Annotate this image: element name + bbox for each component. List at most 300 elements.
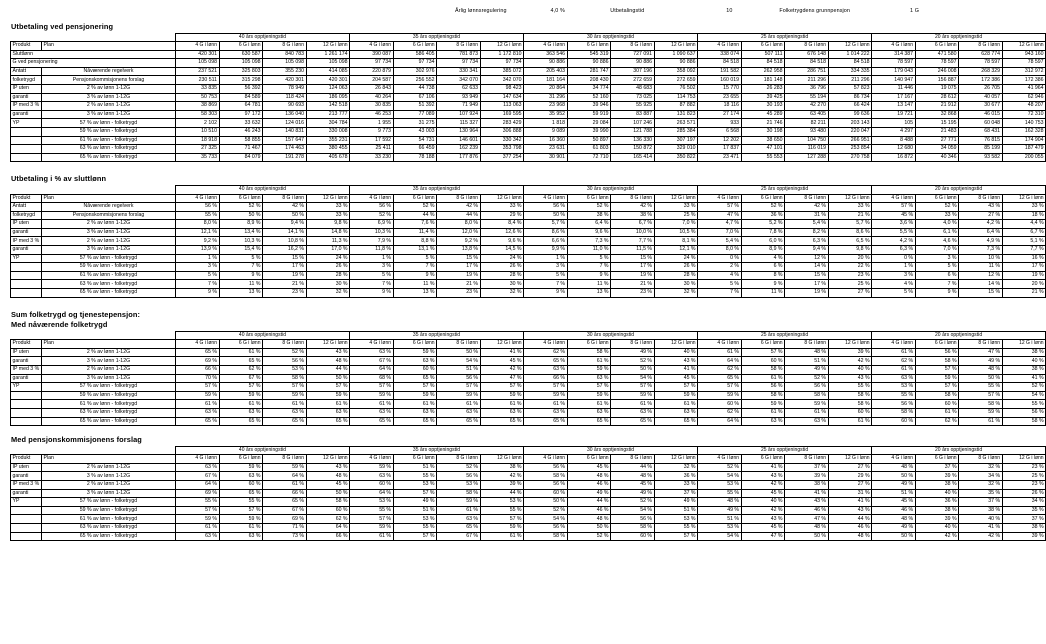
table-cell: 38 % — [915, 506, 959, 515]
table-cell: 7 % — [219, 263, 263, 272]
table-cell: 7,0 % — [915, 246, 959, 255]
table-cell: 32 % — [654, 289, 698, 298]
table-row — [11, 463, 1046, 472]
table-cell: 156 887 — [915, 76, 959, 85]
table-cell: 6,4 % — [567, 220, 611, 229]
table-cell: 61 % — [480, 400, 524, 409]
row-produkt: garanti — [11, 357, 42, 366]
table-cell: 64 % — [698, 357, 742, 366]
table-cell: 19 % — [263, 271, 307, 280]
table-cell: 9 773 — [350, 128, 394, 137]
table-cell: 50 % — [524, 211, 568, 220]
table-row — [11, 136, 1046, 145]
table-cell: 21 % — [828, 211, 872, 220]
column-header: 6 G i lønn — [393, 194, 437, 203]
table-cell: 23 655 — [698, 93, 742, 102]
table-cell: 7 % — [176, 280, 220, 289]
table-cell: 73 025 — [611, 93, 655, 102]
table-cell: 58 % — [1002, 417, 1046, 426]
column-header: 8 G i lønn — [611, 340, 655, 349]
row-produkt: garanti — [11, 228, 42, 237]
table-cell: 9 % — [219, 271, 263, 280]
table-cell: 116 019 — [785, 145, 829, 154]
table-cell: 13,8 % — [437, 246, 481, 255]
table-cell: 59 % — [480, 524, 524, 533]
table-cell: 169 595 — [480, 110, 524, 119]
table-cell: 61 % — [437, 400, 481, 409]
table-cell: 57 % — [393, 532, 437, 541]
column-header: 4 G i lønn — [698, 455, 742, 464]
table-cell: 330 341 — [437, 67, 481, 76]
table-cell: 65 % — [524, 417, 568, 426]
table-cell: 78 597 — [872, 59, 916, 68]
table-cell: 64 % — [263, 472, 307, 481]
table-cell: 61 % — [741, 408, 785, 417]
table-cell: 48 % — [785, 524, 829, 533]
table-cell: 78 188 — [393, 153, 437, 162]
table-cell: 59 % — [263, 463, 307, 472]
table-cell: 42 % — [263, 203, 307, 212]
row-produkt — [11, 289, 42, 298]
table-cell: 76 815 — [959, 136, 1003, 145]
table-cell: 59 % — [654, 391, 698, 400]
table-cell: 76 502 — [654, 85, 698, 94]
table-cell: 38 650 — [741, 136, 785, 145]
table-cell: 54 % — [611, 506, 655, 515]
table-cell: 15,4 % — [219, 246, 263, 255]
table-row — [11, 289, 1046, 298]
table-cell: 59 % — [219, 391, 263, 400]
column-header: 12 G i lønn — [828, 194, 872, 203]
table-cell: 205 403 — [524, 67, 568, 76]
table-cell: 136 330 — [611, 136, 655, 145]
table-cell: 35 % — [1002, 506, 1046, 515]
table-cell: 47 % — [741, 532, 785, 541]
column-header: 8 G i lønn — [785, 42, 829, 51]
table-cell: 15 % — [959, 289, 1003, 298]
table-cell: 49 % — [393, 498, 437, 507]
table-cell: 19 % — [611, 271, 655, 280]
table-cell: 60 % — [350, 481, 394, 490]
table-cell: 9 % — [915, 289, 959, 298]
table-cell: 43 % — [828, 506, 872, 515]
column-header: 8 G i lønn — [611, 455, 655, 464]
table-cell: 20 % — [828, 254, 872, 263]
table-cell: 105 098 — [176, 59, 220, 68]
row-produkt: garanti — [11, 489, 42, 498]
table-cell: 53 % — [698, 524, 742, 533]
row-produkt — [11, 153, 42, 162]
table-cell: 17 % — [263, 263, 307, 272]
table-cell: 35 952 — [524, 110, 568, 119]
header-produkt: Produkt — [11, 455, 42, 464]
table-cell: 65 % — [524, 357, 568, 366]
table-cell: 63 % — [437, 515, 481, 524]
table-cell: 33 % — [480, 203, 524, 212]
table-cell: 9 % — [524, 289, 568, 298]
table-cell: 52 % — [1002, 383, 1046, 392]
table-cell: 6,3 % — [785, 237, 829, 246]
table-cell: 15 % — [611, 254, 655, 263]
column-group-header: 25 års opptjeningstid — [698, 33, 872, 42]
table-cell: 61 % — [437, 506, 481, 515]
column-header: 4 G i lønn — [176, 340, 220, 349]
table-row — [11, 280, 1046, 289]
table-cell: 230 511 — [176, 76, 220, 85]
table-cell: 55 553 — [741, 153, 785, 162]
table-cell: 104 750 — [785, 136, 829, 145]
table-row — [11, 50, 1046, 59]
table-cell: 45 % — [611, 481, 655, 490]
table-cell: 42 % — [480, 366, 524, 375]
table-cell: 51 % — [393, 506, 437, 515]
row-plan: Pensjonskommisjonens forslag — [42, 211, 176, 220]
table-cell: 78 597 — [915, 59, 959, 68]
group-header-row — [11, 185, 1046, 194]
table-cell: 56 % — [524, 481, 568, 490]
header-produkt: Produkt — [11, 340, 42, 349]
table-cell: 51 392 — [393, 102, 437, 111]
column-group-header: 30 års opptjeningstid — [524, 185, 698, 194]
table-cell: 65 % — [393, 374, 437, 383]
table-cell: 358 092 — [654, 67, 698, 76]
table-cell: 55 % — [176, 498, 220, 507]
table-cell: 58 % — [524, 532, 568, 541]
table-cell: 29 % — [480, 211, 524, 220]
table-cell: 262 958 — [741, 67, 785, 76]
table-cell: 62 % — [872, 357, 916, 366]
table-cell: 8,6 % — [524, 228, 568, 237]
table-cell: 50 % — [437, 348, 481, 357]
row-produkt: IP uten — [11, 85, 42, 94]
column-group-header: 40 års opptjeningstid — [176, 331, 350, 340]
table-cell: 68 % — [350, 374, 394, 383]
table-cell: 7,6 % — [393, 220, 437, 229]
table-cell: 48 % — [306, 472, 350, 481]
table-cell: 61 % — [698, 348, 742, 357]
table-cell: 40 % — [741, 498, 785, 507]
column-header: 6 G i lønn — [219, 194, 263, 203]
table-cell: 41 964 — [1002, 85, 1046, 94]
table-cell: 41 % — [828, 498, 872, 507]
table-row — [11, 524, 1046, 533]
table-cell: 49 % — [872, 481, 916, 490]
column-group-header: 20 års opptjeningstid — [872, 331, 1046, 340]
data-table — [10, 331, 1046, 427]
table-cell: 17 % — [785, 280, 829, 289]
column-header: 12 G i lønn — [654, 194, 698, 203]
row-label: G ved pensjonering — [11, 59, 176, 68]
table-cell: 16 872 — [872, 153, 916, 162]
table-cell: 33 230 — [350, 153, 394, 162]
table-cell: 330 342 — [480, 136, 524, 145]
header-plan: Plan — [42, 340, 176, 349]
table-cell: 8,0 % — [437, 220, 481, 229]
table-cell: 23 % — [1002, 463, 1046, 472]
table-cell: 39 990 — [567, 128, 611, 137]
table-cell: 11 % — [393, 280, 437, 289]
table-cell: 165 414 — [611, 153, 655, 162]
table-cell: 23 % — [263, 289, 307, 298]
table-cell: 50 % — [219, 211, 263, 220]
table-cell: 57 % — [480, 515, 524, 524]
table-row — [11, 119, 1046, 128]
table-cell: 58 % — [741, 391, 785, 400]
table-cell: 11 % — [567, 280, 611, 289]
table-cell: 15 % — [263, 254, 307, 263]
table-cell: 4,9 % — [959, 237, 1003, 246]
table-cell: 9,4 % — [263, 220, 307, 229]
column-header: 12 G i lønn — [306, 455, 350, 464]
table-cell: 73 % — [263, 532, 307, 541]
table-cell: 124 016 — [263, 119, 307, 128]
table-cell: 43 % — [654, 357, 698, 366]
table-cell: 57 % — [915, 383, 959, 392]
table-cell: 7,7 % — [611, 237, 655, 246]
table-cell: 53 % — [872, 383, 916, 392]
table-cell: 7,7 % — [1002, 246, 1046, 255]
table-cell: 131 823 — [654, 110, 698, 119]
table-cell: 63 % — [480, 408, 524, 417]
table-cell: 57 % — [350, 515, 394, 524]
table-row — [11, 271, 1046, 280]
table-cell: 56 % — [872, 400, 916, 409]
table-cell: 97 734 — [350, 59, 394, 68]
table-cell: 55 % — [480, 506, 524, 515]
row-produkt: folketrygd — [11, 211, 42, 220]
row-plan: 61 % av lønn - folketrygd — [42, 271, 176, 280]
table-cell: 55 % — [959, 383, 1003, 392]
param-label: Utbetalingstid — [610, 8, 645, 14]
column-header: 4 G i lønn — [176, 194, 220, 203]
table-cell: 27 % — [828, 289, 872, 298]
table-cell: 253 854 — [828, 145, 872, 154]
column-header: 6 G i lønn — [567, 42, 611, 51]
table-cell: 42 270 — [785, 102, 829, 111]
table-cell: 65 % — [263, 417, 307, 426]
column-group-header: 40 års opptjeningstid — [176, 33, 350, 42]
table-cell: 60 % — [698, 400, 742, 409]
table-cell: 62 % — [219, 366, 263, 375]
table-cell: 11,4 % — [393, 228, 437, 237]
column-header: 12 G i lønn — [480, 42, 524, 51]
table-cell: 33 % — [306, 211, 350, 220]
table-cell: 186 095 — [306, 93, 350, 102]
table-cell: 6 568 — [698, 128, 742, 137]
table-block — [10, 426, 1044, 541]
table-cell: 1 014 222 — [828, 50, 872, 59]
column-header: 6 G i lønn — [915, 42, 959, 51]
table-cell: 61 % — [872, 366, 916, 375]
table-cell: 50 % — [872, 532, 916, 541]
table-cell: 114 753 — [654, 93, 698, 102]
table-cell: 97 172 — [219, 110, 263, 119]
column-header: 8 G i lønn — [959, 42, 1003, 51]
table-cell: 61 % — [306, 400, 350, 409]
row-produkt: Antatt — [11, 67, 42, 76]
table-cell: 302 976 — [393, 67, 437, 76]
column-header: 12 G i lønn — [654, 340, 698, 349]
table-cell: 5 % — [176, 271, 220, 280]
table-cell: 45 % — [567, 463, 611, 472]
table-cell: 47 % — [480, 374, 524, 383]
table-cell: 58 % — [437, 489, 481, 498]
column-header: 4 G i lønn — [350, 194, 394, 203]
row-plan: 61 % av lønn - folketrygd — [42, 400, 176, 409]
table-cell: 31 296 — [524, 93, 568, 102]
row-plan: 2 % av lønn 1-12G — [42, 481, 176, 490]
table-cell: 30 677 — [959, 102, 1003, 111]
table-cell: 40 % — [1002, 357, 1046, 366]
table-cell: 256 552 — [393, 76, 437, 85]
table-cell: 57 % — [219, 506, 263, 515]
table-cell: 39 % — [785, 472, 829, 481]
table-cell: 61 % — [480, 532, 524, 541]
table-cell: 55 % — [393, 524, 437, 533]
table-cell: 58 % — [524, 472, 568, 481]
table-cell: 58 % — [567, 348, 611, 357]
table-cell: 59 % — [176, 515, 220, 524]
table-cell: 11 % — [959, 263, 1003, 272]
table-cell: 7 % — [915, 280, 959, 289]
table-cell: 30 % — [306, 280, 350, 289]
table-cell: 66 % — [176, 366, 220, 375]
table-row — [11, 506, 1046, 515]
table-cell: 105 — [872, 119, 916, 128]
table-cell: 9 % — [567, 271, 611, 280]
table-row — [11, 145, 1046, 154]
table-cell: 150 872 — [611, 145, 655, 154]
table-row — [11, 515, 1046, 524]
table-cell: 9,4 % — [785, 246, 829, 255]
column-header: 8 G i lønn — [959, 194, 1003, 203]
table-cell: 9 089 — [524, 128, 568, 137]
table-cell: 27 325 — [176, 145, 220, 154]
column-group-header: 30 års opptjeningstid — [524, 446, 698, 455]
table-cell: 57 % — [437, 383, 481, 392]
table-cell: 54 % — [698, 472, 742, 481]
table-cell: 97 734 — [393, 59, 437, 68]
table-cell: 58 % — [828, 400, 872, 409]
column-header: 4 G i lønn — [176, 455, 220, 464]
table-cell: 48 % — [872, 515, 916, 524]
table-cell: 6,4 % — [959, 228, 1003, 237]
table-cell: 47 % — [959, 348, 1003, 357]
table-cell: 32 % — [654, 463, 698, 472]
header-spacer — [11, 185, 176, 194]
column-header: 4 G i lønn — [350, 42, 394, 51]
row-produkt: garanti — [11, 110, 42, 119]
row-plan: 61 % av lønn - folketrygd — [42, 136, 176, 145]
table-cell: 53 % — [654, 515, 698, 524]
row-produkt: YP — [11, 498, 42, 507]
table-cell: 57 % — [872, 203, 916, 212]
table-cell: 4 297 — [872, 128, 916, 137]
table-cell: 11 % — [741, 289, 785, 298]
table-row — [11, 153, 1046, 162]
table-cell: 33 % — [915, 211, 959, 220]
table-cell: 63 % — [872, 374, 916, 383]
table-cell: 62 % — [306, 515, 350, 524]
table-cell: 9,8 % — [828, 246, 872, 255]
table-cell: 43 % — [785, 498, 829, 507]
table-cell: 57 % — [524, 383, 568, 392]
table-cell: 12,0 % — [437, 228, 481, 237]
column-header: 12 G i lønn — [828, 455, 872, 464]
table-cell: 15 % — [785, 271, 829, 280]
table-cell: 84 518 — [741, 59, 785, 68]
table-cell: 177 876 — [437, 153, 481, 162]
table-cell: 60 % — [611, 532, 655, 541]
table-cell: 52 % — [741, 203, 785, 212]
table-cell: 54 731 — [393, 136, 437, 145]
table-cell: 8,9 % — [219, 220, 263, 229]
table-cell: 57 % — [263, 383, 307, 392]
table-cell: 325 803 — [219, 67, 263, 76]
table-cell: 27 % — [828, 481, 872, 490]
row-produkt: YP — [11, 119, 42, 128]
table-cell: 42 % — [959, 532, 1003, 541]
table-cell: 67 % — [350, 357, 394, 366]
row-plan: 2 % av lønn 1-12G — [42, 102, 176, 111]
table-cell: 48 % — [698, 498, 742, 507]
table-cell: 56 % — [176, 203, 220, 212]
table-row — [11, 408, 1046, 417]
table-cell: 3,6 % — [872, 220, 916, 229]
table-cell: 55 194 — [785, 93, 829, 102]
table-cell: 32 % — [959, 463, 1003, 472]
table-cell: 51 % — [698, 515, 742, 524]
table-subtitle: Med nåværende folketrygd — [11, 320, 108, 330]
table-cell: 57 % — [611, 383, 655, 392]
table-row — [11, 102, 1046, 111]
column-header: 12 G i lønn — [1002, 340, 1046, 349]
table-cell: 23 % — [611, 289, 655, 298]
table-cell: 56 % — [611, 515, 655, 524]
table-cell: 286 751 — [785, 67, 829, 76]
row-plan: 3 % av lønn 1-12G — [42, 489, 176, 498]
table-row — [11, 532, 1046, 541]
table-cell: 63 % — [263, 408, 307, 417]
table-cell: 59 % — [350, 463, 394, 472]
table-cell: 420 301 — [306, 76, 350, 85]
table-cell: 19 % — [437, 271, 481, 280]
table-cell: 63 % — [219, 472, 263, 481]
table-cell: 38 % — [915, 481, 959, 490]
table-cell: 58 % — [611, 524, 655, 533]
table-cell: 56 % — [524, 463, 568, 472]
table-cell: 53 % — [263, 366, 307, 375]
table-cell: 14 % — [959, 280, 1003, 289]
column-header: 6 G i lønn — [567, 194, 611, 203]
table-cell: 21 746 — [741, 119, 785, 128]
table-cell: 52 % — [567, 532, 611, 541]
table-cell: 237 521 — [176, 67, 220, 76]
table-cell: 162 328 — [1002, 128, 1046, 137]
table-cell: 140 947 — [872, 76, 916, 85]
table-cell: 628 774 — [959, 50, 1003, 59]
table-cell: 37 % — [654, 489, 698, 498]
row-produkt: Antatt — [11, 203, 42, 212]
table-cell: 45 289 — [741, 110, 785, 119]
column-header: 8 G i lønn — [611, 42, 655, 51]
table-cell: 59 % — [393, 348, 437, 357]
column-header: 12 G i lønn — [306, 42, 350, 51]
row-plan: 57 % av lønn - folketrygd — [42, 383, 176, 392]
table-cell: 21 483 — [915, 128, 959, 137]
table-cell: 136 040 — [263, 110, 307, 119]
table-cell: 38 % — [1002, 366, 1046, 375]
